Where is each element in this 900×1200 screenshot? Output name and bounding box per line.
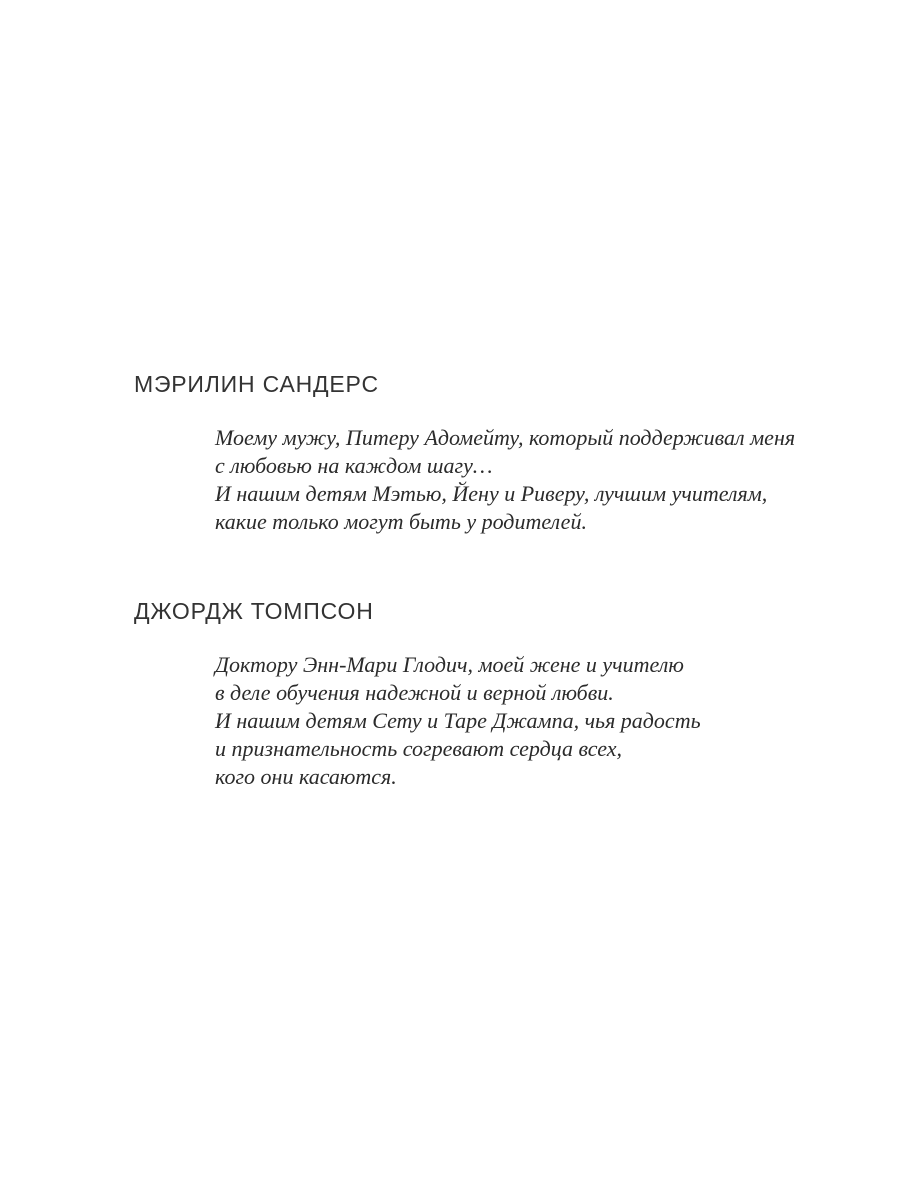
dedication-line: кого они касаются. [215,764,397,789]
dedication-line: И нашим детям Сету и Таре Джампа, чья радость [215,708,701,733]
dedication-line: Моему мужу, Питеру Адомейту, который поддерживал меня [215,425,796,450]
dedication-text-marilyn-sanders [215,424,795,536]
dedication-line: в деле обучения надежной и верной любви. [215,680,614,705]
dedication-line: какие только могут быть у родителей. [215,509,587,534]
dedication-line: с любовью на каждом шагу… [215,453,493,478]
dedication-line: И нашим детям Мэтью, Йену и Риверу, лучшим учителям, [215,481,768,506]
dedication-line: Доктору Энн-Мари Глодич, моей жене и учителю [215,652,684,677]
dedication-line: и признательность согревают сердца всех, [215,736,622,761]
author-name-marilyn-sanders: МЭРИЛИН САНДЕРС [134,371,379,397]
author-name-george-thompson: ДЖОРДЖ ТОМПСОН [134,598,374,624]
dedication-text-george-thompson [215,651,701,791]
